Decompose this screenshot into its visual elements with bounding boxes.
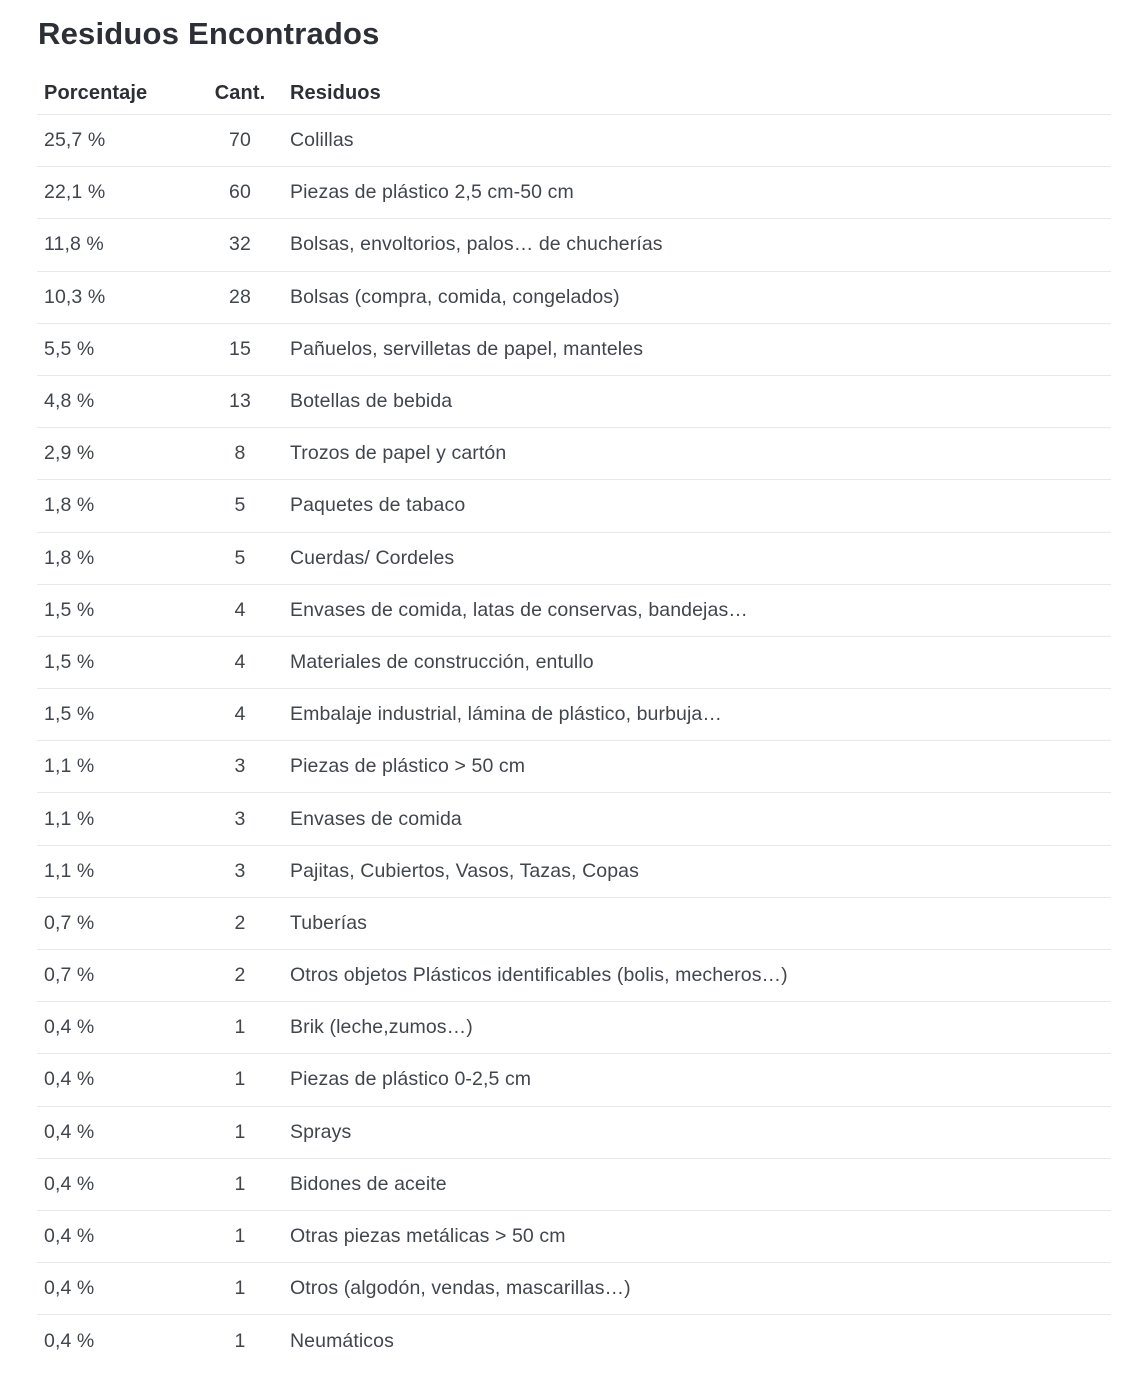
percentage-cell: 1,8 %	[44, 494, 95, 517]
percentage-cell: 0,4 %	[44, 1120, 95, 1143]
table-row	[37, 950, 1111, 1002]
percentage-cell: 0,7 %	[44, 964, 95, 987]
quantity-cell: 5	[234, 546, 246, 569]
table-row	[37, 1159, 1111, 1211]
residue-cell: Sprays	[290, 1120, 352, 1143]
percentage-cell: 1,1 %	[44, 755, 95, 778]
table-row	[37, 741, 1111, 793]
residue-cell: Pañuelos, servilletas de papel, manteles	[290, 337, 644, 360]
quantity-cell: 2	[234, 964, 246, 987]
table-row	[37, 637, 1111, 689]
residue-cell: Piezas de plástico > 50 cm	[290, 755, 526, 778]
percentage-cell: 0,4 %	[44, 1329, 95, 1352]
percentage-cell: 1,5 %	[44, 703, 95, 726]
column-header-porcentaje: Porcentaje	[44, 81, 148, 104]
table-row	[37, 1263, 1111, 1315]
residue-cell: Bidones de aceite	[290, 1172, 447, 1195]
percentage-cell: 0,4 %	[44, 1068, 95, 1091]
table-row	[37, 167, 1111, 219]
column-header-residuos: Residuos	[290, 81, 381, 104]
table-header-row	[37, 78, 1111, 115]
page-title: Residuos Encontrados	[38, 16, 380, 51]
quantity-cell: 15	[229, 337, 251, 360]
table-row	[37, 533, 1111, 585]
percentage-cell: 11,8 %	[44, 233, 104, 256]
table-row	[37, 115, 1111, 167]
residue-cell: Embalaje industrial, lámina de plástico, burbuja…	[290, 703, 722, 726]
residue-cell: Cuerdas/ Cordeles	[290, 546, 455, 569]
quantity-cell: 3	[234, 807, 246, 830]
percentage-cell: 0,4 %	[44, 1172, 95, 1195]
table-row	[37, 376, 1111, 428]
percentage-cell: 1,5 %	[44, 650, 95, 673]
percentage-cell: 25,7 %	[44, 129, 106, 152]
quantity-cell: 8	[234, 442, 246, 465]
table-row	[37, 219, 1111, 271]
residue-cell: Otros (algodón, vendas, mascarillas…)	[290, 1277, 631, 1300]
table-row	[37, 898, 1111, 950]
table-row	[37, 585, 1111, 637]
table-body	[37, 115, 1111, 1368]
table-row	[37, 272, 1111, 324]
quantity-cell: 4	[234, 703, 246, 726]
residue-cell: Otras piezas metálicas > 50 cm	[290, 1225, 566, 1248]
percentage-cell: 1,8 %	[44, 546, 95, 569]
table-row	[37, 1054, 1111, 1106]
quantity-cell: 1	[234, 1172, 246, 1195]
table-row	[37, 846, 1111, 898]
percentage-cell: 10,3 %	[44, 285, 106, 308]
quantity-cell: 1	[234, 1329, 246, 1352]
percentage-cell: 22,1 %	[44, 181, 106, 204]
residue-cell: Bolsas, envoltorios, palos… de chucherías	[290, 233, 663, 256]
percentage-cell: 0,4 %	[44, 1016, 95, 1039]
percentage-cell: 1,5 %	[44, 598, 95, 621]
table-row	[37, 324, 1111, 376]
quantity-cell: 13	[229, 390, 251, 413]
residue-cell: Pajitas, Cubiertos, Vasos, Tazas, Copas	[290, 859, 639, 882]
residue-cell: Bolsas (compra, comida, congelados)	[290, 285, 620, 308]
percentage-cell: 1,1 %	[44, 807, 95, 830]
residue-cell: Botellas de bebida	[290, 390, 453, 413]
quantity-cell: 5	[234, 494, 246, 517]
residue-cell: Tuberías	[290, 911, 368, 934]
quantity-cell: 32	[229, 233, 251, 256]
quantity-cell: 1	[234, 1277, 246, 1300]
percentage-cell: 5,5 %	[44, 337, 95, 360]
quantity-cell: 3	[234, 755, 246, 778]
residue-cell: Trozos de papel y cartón	[290, 442, 507, 465]
percentage-cell: 0,7 %	[44, 911, 95, 934]
quantity-cell: 1	[234, 1225, 246, 1248]
residues-table	[37, 78, 1111, 1368]
percentage-cell: 0,4 %	[44, 1277, 95, 1300]
residue-cell: Piezas de plástico 0-2,5 cm	[290, 1068, 532, 1091]
percentage-cell: 2,9 %	[44, 442, 95, 465]
residue-cell: Materiales de construcción, entullo	[290, 650, 594, 673]
table-row	[37, 1107, 1111, 1159]
residue-cell: Piezas de plástico 2,5 cm-50 cm	[290, 181, 574, 204]
table-row	[37, 793, 1111, 845]
quantity-cell: 60	[229, 181, 251, 204]
percentage-cell: 4,8 %	[44, 390, 95, 413]
table-row	[37, 1002, 1111, 1054]
quantity-cell: 1	[234, 1016, 246, 1039]
percentage-cell: 1,1 %	[44, 859, 95, 882]
residue-cell: Otros objetos Plásticos identificables (bolis, mecheros…)	[290, 964, 788, 987]
quantity-cell: 4	[234, 650, 246, 673]
percentage-cell: 0,4 %	[44, 1225, 95, 1248]
table-row	[37, 428, 1111, 480]
table-row	[37, 480, 1111, 532]
table-row	[37, 689, 1111, 741]
residue-cell: Paquetes de tabaco	[290, 494, 466, 517]
residue-cell: Envases de comida	[290, 807, 462, 830]
column-header-cantidad: Cant.	[214, 81, 266, 104]
quantity-cell: 2	[234, 911, 246, 934]
quantity-cell: 3	[234, 859, 246, 882]
quantity-cell: 28	[229, 285, 251, 308]
quantity-cell: 4	[234, 598, 246, 621]
residue-cell: Colillas	[290, 129, 354, 152]
quantity-cell: 1	[234, 1120, 246, 1143]
residue-cell: Neumáticos	[290, 1329, 394, 1352]
quantity-cell: 70	[229, 129, 251, 152]
table-row	[37, 1211, 1111, 1263]
table-row	[37, 1315, 1111, 1367]
residue-cell: Brik (leche,zumos…)	[290, 1016, 473, 1039]
residue-cell: Envases de comida, latas de conservas, bandejas…	[290, 598, 748, 621]
quantity-cell: 1	[234, 1068, 246, 1091]
